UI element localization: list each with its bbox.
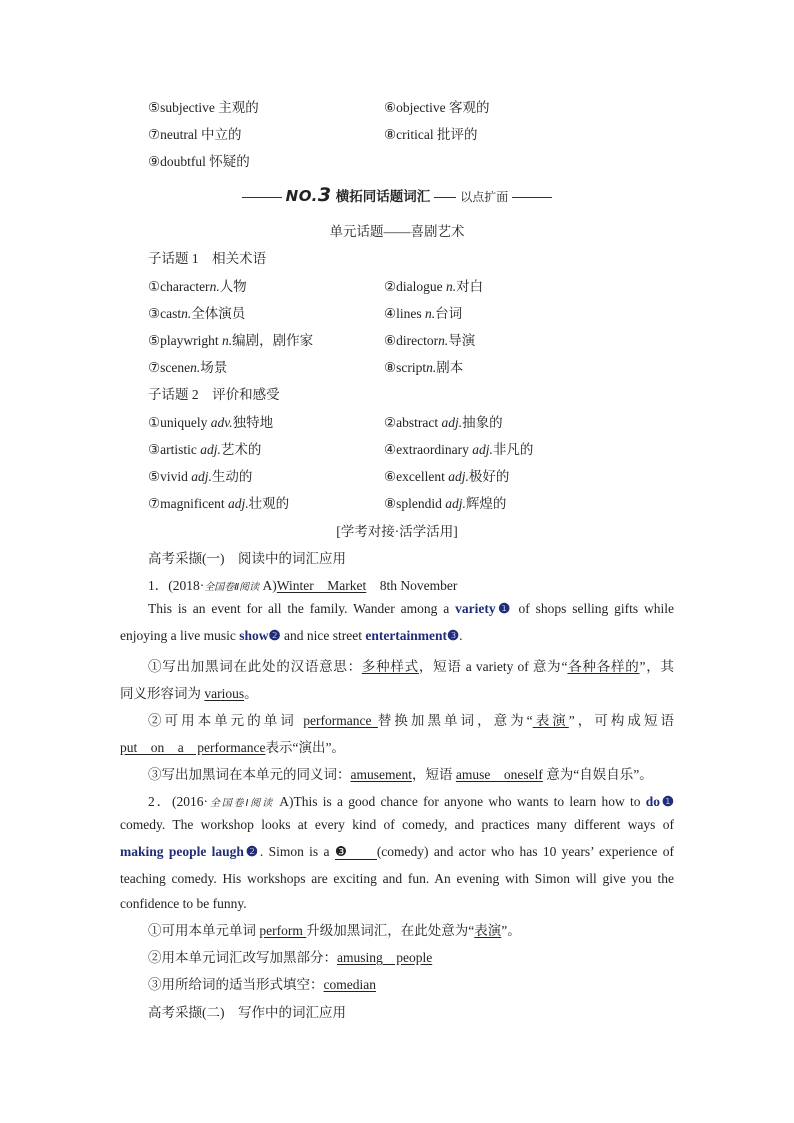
answer-line: ①可用本单元单词 perform 升级加黑词汇，在此处意为“表演”。 — [148, 923, 521, 938]
vocab-item: ⑦neutral 中立的 — [148, 127, 242, 142]
exam-section-title: 高考采撷(一) 阅读中的词汇应用 — [148, 551, 346, 566]
answer-line: ③写出加黑词在本单元的同义词：amusement，短语 amuse oneself 意为“自娱自乐”。 — [148, 767, 653, 782]
passage-line: comedy. The workshop looks at every kind of comedy, and practices many different ways of — [120, 817, 674, 832]
question-source: 1．(2018·全国卷Ⅱ阅读 A)Winter Market 8th November — [148, 578, 458, 593]
passage-line: making people laugh❷. Simon is a ❸ (comedy) and actor who has 10 years’ experience of — [120, 844, 674, 859]
vocab-item: ⑥objective 客观的 — [384, 100, 490, 115]
passage-line: This is an event for all the family. Wander among a variety❶ of shops selling gifts while — [148, 601, 675, 616]
vocab-item: ⑤subjective 主观的 — [148, 100, 259, 115]
answer-line: 同义形容词为 various。 — [120, 686, 258, 701]
vocab-row: ⑦scenen.场景 ⑧scriptn.剧本 — [148, 360, 464, 375]
section-title: 横拓同话题词汇 — [335, 189, 431, 205]
question-source: 2．(2016·全国卷Ⅰ阅读 A)This is a good chance for anyone who wants to learn how to do❶ — [148, 794, 674, 809]
divider — [434, 197, 456, 198]
vocab-item: ⑨doubtful 怀疑的 — [148, 154, 250, 169]
vocab-item: ⑧critical 批评的 — [384, 127, 478, 142]
section-heading: NO.3 横拓同话题词汇 以点扩面 — [120, 184, 674, 206]
vocab-row: ③artistic adj.艺术的 ④extraordinary adj.非凡的 — [148, 442, 534, 457]
fill-blank[interactable]: ❸ — [335, 845, 377, 860]
vocab-row: ⑦magnificent adj.壮观的 ⑧splendid adj.辉煌的 — [148, 496, 507, 511]
passage-line: teaching comedy. His workshops are exciting and fun. An evening with Simon will give you the — [120, 871, 674, 886]
answer-line: ③用所给词的适当形式填空：comedian — [148, 977, 376, 992]
answer-line: ②用本单元词汇改写加黑部分：amusing people — [148, 950, 433, 965]
answer-line: ①写出加黑词在此处的汉语意思：多种样式，短语 a variety of 意为“各种各样的”，其 — [148, 659, 674, 674]
vocab-row: ①uniquely adv.独特地 ②abstract adj.抽象的 — [148, 415, 503, 430]
vocab-row: ⑤playwright n.编剧，剧作家 ⑥directorn.导演 — [148, 333, 476, 348]
vocab-row: ①charactern.人物 ②dialogue n.对白 — [148, 279, 484, 294]
divider — [512, 197, 552, 198]
vocab-row: ⑤vivid adj.生动的 ⑥excellent adj.极好的 — [148, 469, 510, 484]
divider — [242, 197, 282, 198]
answer-line: ②可用本单元的单词 performance 替换加黑单词，意为“表演”，可构成短语 — [148, 713, 674, 728]
bracket-heading: [学考对接·活学活用] — [336, 524, 458, 539]
exam-section-title: 高考采撷(二) 写作中的词汇应用 — [148, 1005, 346, 1020]
section-subtitle: 以点扩面 — [460, 190, 509, 204]
subtopic-title: 子话题 2 评价和感受 — [148, 387, 280, 402]
vocab-row — [148, 150, 688, 172]
vocab-row — [148, 96, 688, 118]
answer-line: put on a performance表示“演出”。 — [120, 740, 345, 755]
subtopic-title: 子话题 1 相关术语 — [148, 251, 267, 266]
vocab-row: ③castn.全体演员 ④lines n.台词 — [148, 306, 463, 321]
vocab-row — [148, 123, 688, 145]
passage-line: confidence to be funny. — [120, 896, 247, 911]
passage-line: enjoying a live music show❷ and nice street entertainment❸. — [120, 628, 463, 643]
unit-topic: 单元话题——喜剧艺术 — [329, 224, 465, 239]
